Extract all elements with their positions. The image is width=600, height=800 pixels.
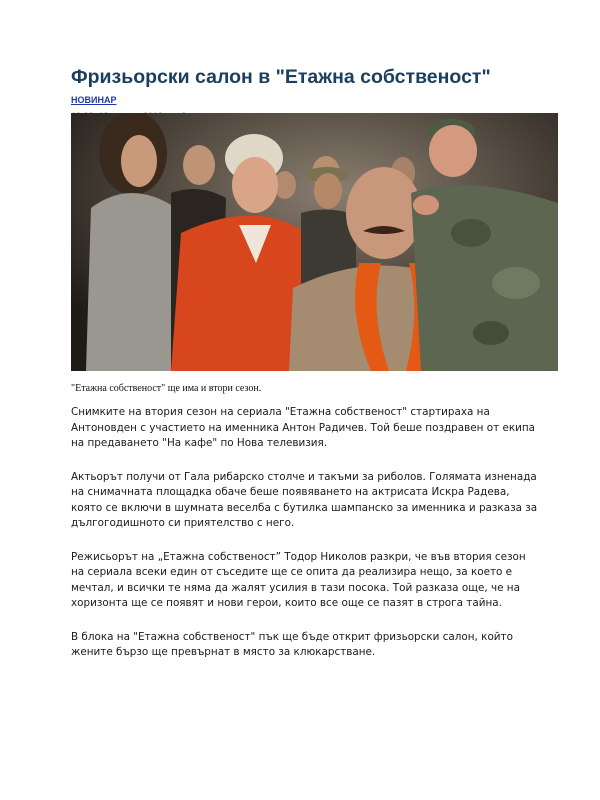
photo-caption: "Етажна собственост" ще има и втори сезон. — [71, 383, 262, 394]
category-link[interactable]: НОВИНАР — [71, 95, 117, 105]
paragraph: В блока на "Етажна собственост" пък ще бъде открит фризьорски салон, който жените бързо ще превърнат в място за клюкарстване. — [71, 630, 513, 658]
article-title: Фризьорски салон в "Етажна собственост" — [71, 66, 491, 88]
article-body — [71, 405, 541, 679]
paragraph: Снимките на втория сезон на сериала "Етажна собственост" стартираха на Антоновден с участието на именника Антон Радичев. Той беше поздравен от екипа на предаването "На кафе" по Нова телевизия. — [71, 406, 536, 449]
paragraph: Актьорът получи от Гала рибарско столче и такъми за риболов. Голямата изненада на снимачната площадка обаче беше появяването на актрисата Искра Радева, която се включи в шумната веселба с бутилка шампанско за именника и разказа за дългогодишното си приятелство с него. — [71, 470, 538, 529]
article-photo — [71, 113, 558, 371]
paragraph: Режисьорът на „Етажна собственост” Тодор Николов разкри, че във втория сезон на сериала всеки един от съседите ще се опита да реализира нещо, за което е мечтал, и всички те няма да жалят усилия в тази посока. Той разказа още, че на хоризонта ще се появят и нови герои, които все още се пазят в строга тайна. — [71, 550, 526, 609]
